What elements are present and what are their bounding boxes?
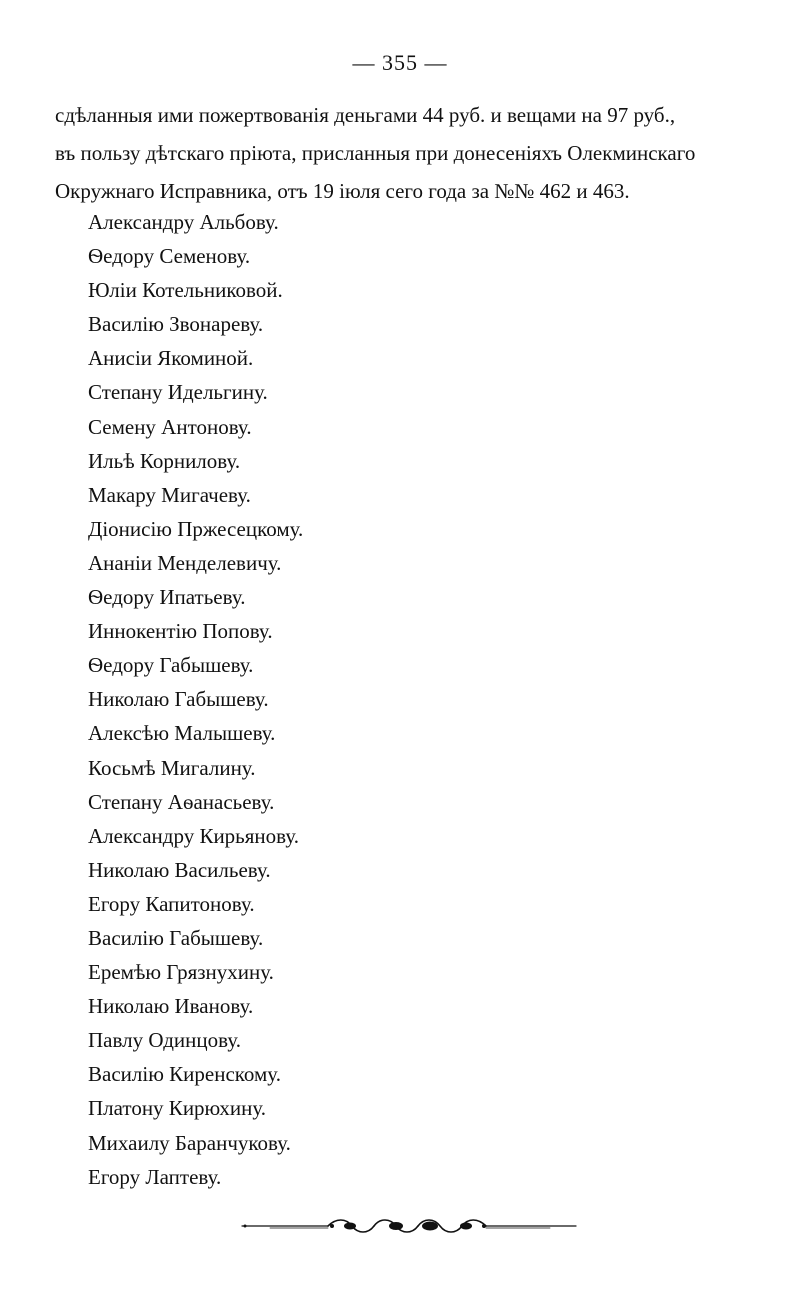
list-item: Василію Звонареву. [88, 312, 264, 337]
list-item: Егору Лаптеву. [88, 1164, 222, 1189]
intro-line: Окружнаго Исправника, отъ 19 іюля сего года за №№ 462 и 463. [55, 179, 630, 203]
list-item: Степану Аѳанасьеву. [88, 789, 275, 814]
list-item: Платону Кирюхину. [88, 1096, 267, 1121]
list-item: Александру Кирьянову. [88, 823, 300, 848]
list-item: Николаю Иванову. [88, 994, 254, 1019]
list-item: Діонисію Пржесецкому. [88, 516, 304, 541]
page-number: — 355 — [352, 50, 448, 75]
list-item: Ананіи Менделевичу. [88, 550, 282, 575]
list-item: Анисіи Якоминой. [88, 346, 254, 371]
intro-line: въ пользу дѣтскаго пріюта, присланныя при донесеніяхъ Олекминскаго [55, 141, 696, 165]
list-item: Михаилу Баранчукову. [88, 1130, 291, 1155]
list-item: Ѳедору Габышеву. [88, 653, 254, 678]
intro-paragraph [55, 96, 755, 210]
list-item: Алексѣю Малышеву. [88, 721, 276, 746]
list-item: Юліи Котельниковой. [88, 278, 283, 303]
list-item: Ѳедору Семенову. [88, 244, 251, 269]
list-item: Павлу Одинцову. [88, 1028, 241, 1053]
list-item: Николаю Васильеву. [88, 857, 271, 882]
list-item: Александру Альбову. [88, 210, 279, 234]
list-item: Семену Антонову. [88, 414, 252, 439]
list-item: Макару Мигачеву. [88, 482, 251, 507]
decorative-rule-icon [240, 1212, 580, 1240]
list-item: Василію Киренскому. [88, 1062, 281, 1087]
list-item: Косьмѣ Мигалину. [88, 755, 256, 780]
list-item: Егору Капитонову. [88, 891, 255, 916]
list-item: Иннокентію Попову. [88, 619, 273, 644]
list-item: Василію Габышеву. [88, 925, 264, 950]
list-item: Ильѣ Корнилову. [88, 448, 241, 473]
list-item: Еремѣю Грязнухину. [88, 960, 274, 985]
list-item: Степану Идельгину. [88, 380, 268, 405]
list-item: Ѳедору Ипатьеву. [88, 585, 246, 610]
intro-line: сдѣланныя ими пожертвованія деньгами 44 руб. и вещами на 97 руб., [55, 103, 676, 127]
name-list [88, 205, 303, 1194]
list-item: Николаю Габышеву. [88, 687, 269, 712]
